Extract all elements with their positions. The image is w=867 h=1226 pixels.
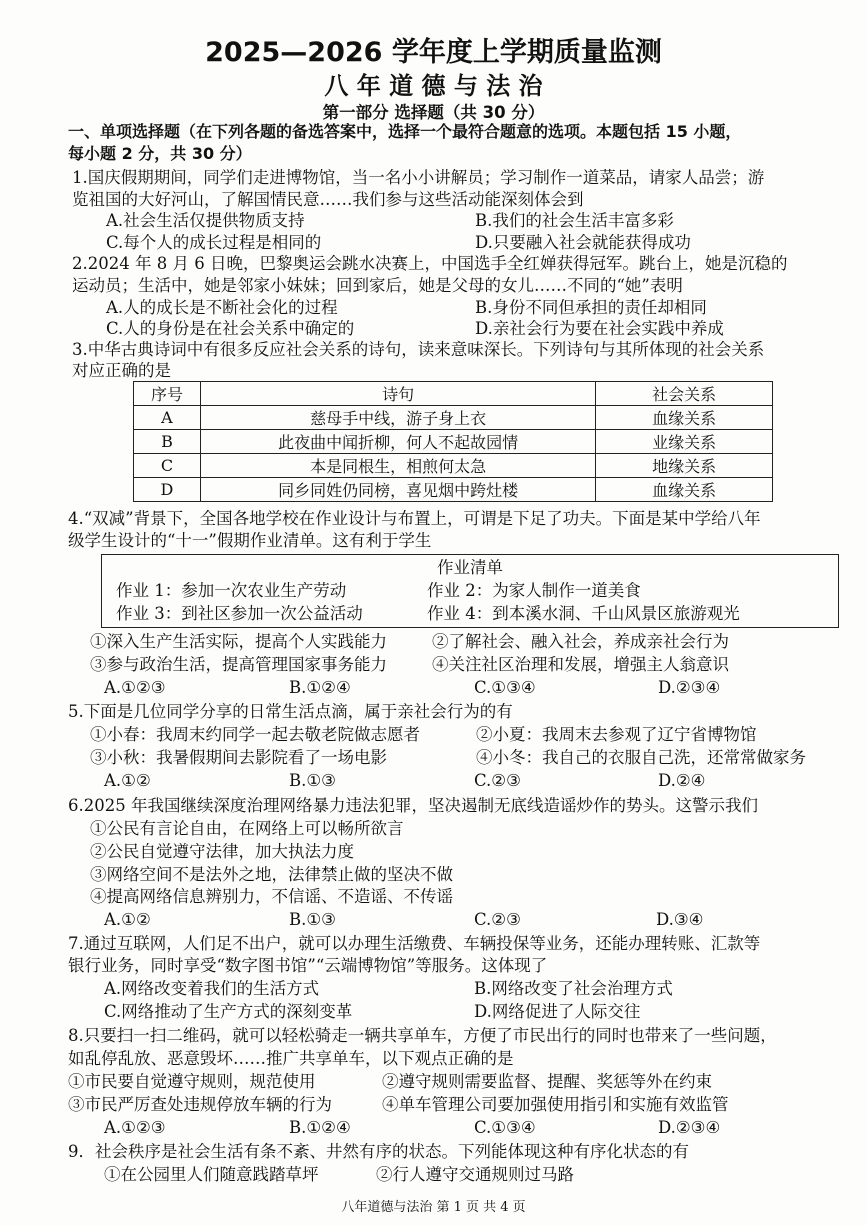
q4-option-c: C.①③④ — [474, 678, 536, 697]
q6-option-c: C.②③ — [474, 910, 521, 929]
q2-option-a: A.人的成长是不断社会化的过程 — [106, 298, 338, 317]
table-cell: D — [134, 478, 201, 502]
q7-option-c: C.网络推动了生产方式的深刻变革 — [104, 1002, 353, 1021]
q4-option-a: A.①②③ — [104, 678, 166, 697]
q2-option-b: B.身份不同但承担的责任却相同 — [475, 298, 707, 317]
q4-option-b: B.①②④ — [289, 678, 351, 697]
q8-option-d: D.②③④ — [658, 1118, 721, 1137]
q6-statement-2: ②公民自觉遵守法律，加大执法力度 — [90, 842, 354, 861]
q6-option-a: A.①② — [104, 910, 151, 929]
q9-statement-2: ②行人遵守交通规则过马路 — [376, 1165, 574, 1184]
table-cell: 同乡同姓仍同榜，喜见烟中跨灶楼 — [200, 478, 595, 502]
q7-option-b: B.网络改变了社会治理方式 — [474, 979, 673, 998]
q8-stem-2: 如乱停乱放、恶意毁坏……推广共享单车，以下观点正确的是 — [68, 1049, 514, 1068]
q6-stem: 6.2025 年我国继续深度治理网络暴力违法犯罪，坚决遏制无底线造谣炒作的势头。这警示我们 — [68, 796, 758, 815]
exam-title: 2025—2026 学年度上学期质量监测 — [205, 37, 662, 68]
homework-list-title: 作业清单 — [437, 558, 503, 577]
page-footer: 八年道德与法治 第 1 页 共 4 页 — [341, 1200, 526, 1215]
q5-statement-4: ④小冬：我自己的衣服自己洗，还常常做家务 — [476, 748, 806, 767]
q8-option-b: B.①②④ — [289, 1118, 351, 1137]
q6-statement-4: ④提高网络信息辨别力，不信谣、不造谣、不传谣 — [90, 887, 453, 906]
q2-stem: 2.2024 年 8 月 6 日晚，巴黎奥运会跳水决赛上，中国选手全红婵获得冠军。跳台上，她是沉稳的 — [72, 254, 788, 273]
q1-stem-2: 览祖国的大好河山，了解国情民意……我们参与这些活动能深刻体会到 — [72, 190, 584, 209]
q4-stem-2: 级学生设计的“十一”假期作业清单。这有利于学生 — [68, 531, 432, 550]
section-heading: 一、单项选择题（在下列各题的备选答案中，选择一个最符合题意的选项。本题包括 15 小题， — [68, 122, 742, 141]
q6-option-d: D.③④ — [656, 910, 704, 929]
q9-statement-1: ①在公园里人们随意践踏草坪 — [104, 1165, 319, 1184]
q1-option-c: C.每个人的成长过程是相同的 — [106, 233, 322, 252]
q3-stem-2: 对应正确的是 — [72, 361, 171, 380]
social-relation-table — [133, 381, 773, 502]
q1-stem: 1.国庆假期期间，同学们走进博物馆，当一名小小讲解员；学习制作一道菜品，请家人品尝；游 — [72, 168, 765, 187]
table-cell: 慈母手中线，游子身上衣 — [200, 406, 595, 430]
q4-statement-1: ①深入生产生活实际，提高个人实践能力 — [90, 632, 387, 651]
q5-option-a: A.①② — [104, 771, 151, 790]
q7-option-a: A.网络改变着我们的生活方式 — [104, 979, 320, 998]
subject-title: 八 年 道 德 与 法 治 — [324, 71, 543, 100]
table-header: 序号 — [134, 382, 201, 406]
q4-statement-2: ②了解社会、融入社会，养成亲社会行为 — [432, 632, 729, 651]
q6-statement-1: ①公民有言论自由，在网络上可以畅所欲言 — [90, 819, 404, 838]
part-title: 第一部分 选择题（共 30 分） — [322, 103, 545, 122]
q5-stem: 5.下面是几位同学分享的日常生活点滴，属于亲社会行为的有 — [68, 702, 513, 721]
q3-stem: 3.中华古典诗词中有很多反应社会关系的诗句，读来意味深长。下列诗句与其所体现的社会关系 — [72, 340, 765, 359]
table-header: 诗句 — [200, 382, 595, 406]
q5-statement-3: ③小秋：我暑假期间去影院看了一场电影 — [90, 748, 387, 767]
q8-statement-1: ①市民要自觉遵守规则，规范使用 — [68, 1072, 316, 1091]
table-cell: B — [134, 430, 201, 454]
table-row — [134, 430, 773, 454]
table-cell: 地缘关系 — [596, 454, 773, 478]
q5-option-c: C.②③ — [474, 771, 521, 790]
q2-option-d: D.亲社会行为要在社会实践中养成 — [475, 319, 724, 338]
q5-statement-2: ②小夏：我周末去参观了辽宁省博物馆 — [476, 725, 757, 744]
q8-stem: 8.只要扫一扫二维码，就可以轻松骑走一辆共享单车，方便了市民出行的同时也带来了一些问题， — [68, 1026, 777, 1045]
q4-stem: 4.“双减”背景下，全国各地学校在作业设计与布置上，可谓是下足了功夫。下面是某中学给八年 — [68, 509, 761, 528]
table-cell: 本是同根生，相煎何太急 — [200, 454, 595, 478]
q6-statement-3: ③网络空间不是法外之地，法律禁止做的坚决不做 — [90, 865, 453, 884]
q7-option-d: D.网络促进了人际交往 — [474, 1002, 641, 1021]
homework-item-1: 作业 1：参加一次农业生产劳动 — [116, 581, 347, 600]
q7-stem-2: 银行业务，同时享受“数字图书馆”“云端博物馆”等服务。这体现了 — [68, 956, 548, 975]
q4-option-d: D.②③④ — [658, 678, 721, 697]
q1-option-d: D.只要融入社会就能获得成功 — [475, 233, 691, 252]
table-cell: 业缘关系 — [596, 430, 773, 454]
q7-stem: 7.通过互联网，人们足不出户，就可以办理生活缴费、车辆投保等业务，还能办理转账、汇款等 — [68, 934, 761, 953]
q1-option-a: A.社会生活仅提供物质支持 — [106, 211, 305, 230]
table-cell: 此夜曲中闻折柳，何人不起故园情 — [200, 430, 595, 454]
table-cell: 血缘关系 — [596, 406, 773, 430]
q5-option-b: B.①③ — [289, 771, 336, 790]
table-row — [134, 454, 773, 478]
table-row — [134, 406, 773, 430]
q4-statement-4: ④关注社区治理和发展，增强主人翁意识 — [432, 655, 729, 674]
q4-statement-3: ③参与政治生活，提高管理国家事务能力 — [90, 655, 387, 674]
q9-stem: 9．社会秩序是社会生活有条不紊、井然有序的状态。下列能体现这种有序化状态的有 — [68, 1142, 689, 1161]
table-row — [134, 478, 773, 502]
q8-statement-3: ③市民严厉查处违规停放车辆的行为 — [68, 1095, 332, 1114]
homework-item-3: 作业 3：到社区参加一次公益活动 — [116, 604, 363, 623]
section-heading-2: 每小题 2 分，共 30 分） — [68, 144, 252, 163]
q8-statement-2: ②遵守规则需要监督、提醒、奖惩等外在约束 — [382, 1072, 712, 1091]
table-header: 社会关系 — [596, 382, 773, 406]
q8-option-a: A.①②③ — [104, 1118, 166, 1137]
table-cell: 血缘关系 — [596, 478, 773, 502]
table-cell: C — [134, 454, 201, 478]
homework-item-4: 作业 4：到本溪水洞、千山风景区旅游观光 — [427, 604, 740, 623]
q5-option-d: D.②④ — [658, 771, 706, 790]
homework-item-2: 作业 2：为家人制作一道美食 — [427, 581, 641, 600]
q8-option-c: C.①③④ — [474, 1118, 536, 1137]
table-cell: A — [134, 406, 201, 430]
table-header-row — [134, 382, 773, 406]
q6-option-b: B.①③ — [289, 910, 336, 929]
q8-statement-4: ④单车管理公司要加强使用指引和实施有效监管 — [382, 1095, 729, 1114]
q5-statement-1: ①小春：我周末约同学一起去敬老院做志愿者 — [90, 725, 420, 744]
q2-option-c: C.人的身份是在社会关系中确定的 — [106, 319, 355, 338]
q2-stem-2: 运动员；生活中，她是邻家小妹妹；回到家后，她是父母的女儿……不同的“她”表明 — [72, 276, 683, 295]
q1-option-b: B.我们的社会生活丰富多彩 — [475, 211, 674, 230]
